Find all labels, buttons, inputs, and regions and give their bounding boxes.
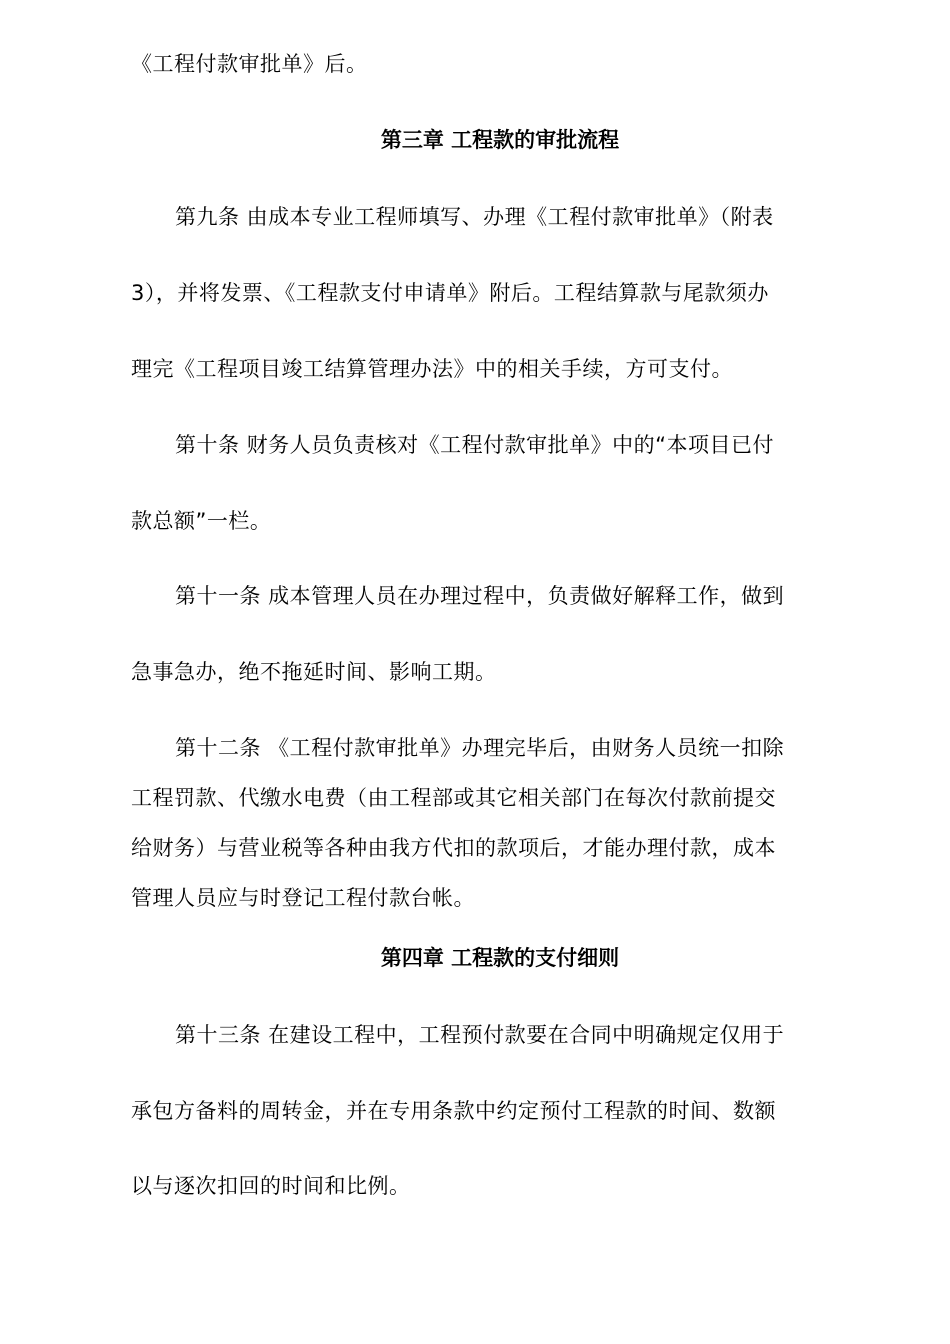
article-11-line-1: 第十一条 成本管理人员在办理过程中，负责做好解释工作，做到 — [175, 584, 785, 608]
article-12-line-1: 第十二条 《工程付款审批单》办理完毕后，由财务人员统一扣除 — [175, 736, 785, 760]
article-13-line-1: 第十三条 在建设工程中，工程预付款要在合同中明确规定仅用于 — [175, 1023, 785, 1047]
chapter-3-heading: 第三章 工程款的审批流程 — [380, 128, 620, 152]
article-11-line-2: 急事急办，绝不拖延时间、影响工期。 — [131, 660, 497, 684]
article-9-line-3: 理完《工程项目竣工结算管理办法》中的相关手续，方可支付。 — [131, 357, 733, 381]
article-9-line-2: 3），并将发票、《工程款支付申请单》附后。工程结算款与尾款须办 — [131, 281, 769, 305]
chapter-4-heading: 第四章 工程款的支付细则 — [380, 946, 620, 970]
article-13-line-2: 承包方备料的周转金，并在专用条款中约定预付工程款的时间、数额 — [131, 1099, 776, 1123]
article-12-line-3: 给财务）与营业税等各种由我方代扣的款项后，才能办理付款，成本 — [131, 836, 776, 860]
article-10-line-2: 款总额”一栏。 — [131, 509, 272, 533]
paragraph-line: 《工程付款审批单》后。 — [131, 52, 368, 76]
article-12-line-2: 工程罚款、代缴水电费（由工程部或其它相关部门在每次付款前提交 — [131, 786, 776, 810]
article-10-line-1: 第十条 财务人员负责核对《工程付款审批单》中的“本项目已付 — [175, 433, 775, 457]
article-13-line-3: 以与逐次扣回的时间和比例。 — [131, 1174, 411, 1198]
article-12-line-4: 管理人员应与时登记工程付款台帐。 — [131, 886, 475, 910]
article-9-line-1: 第九条 由成本专业工程师填写、办理《工程付款审批单》（附表 — [175, 205, 774, 229]
